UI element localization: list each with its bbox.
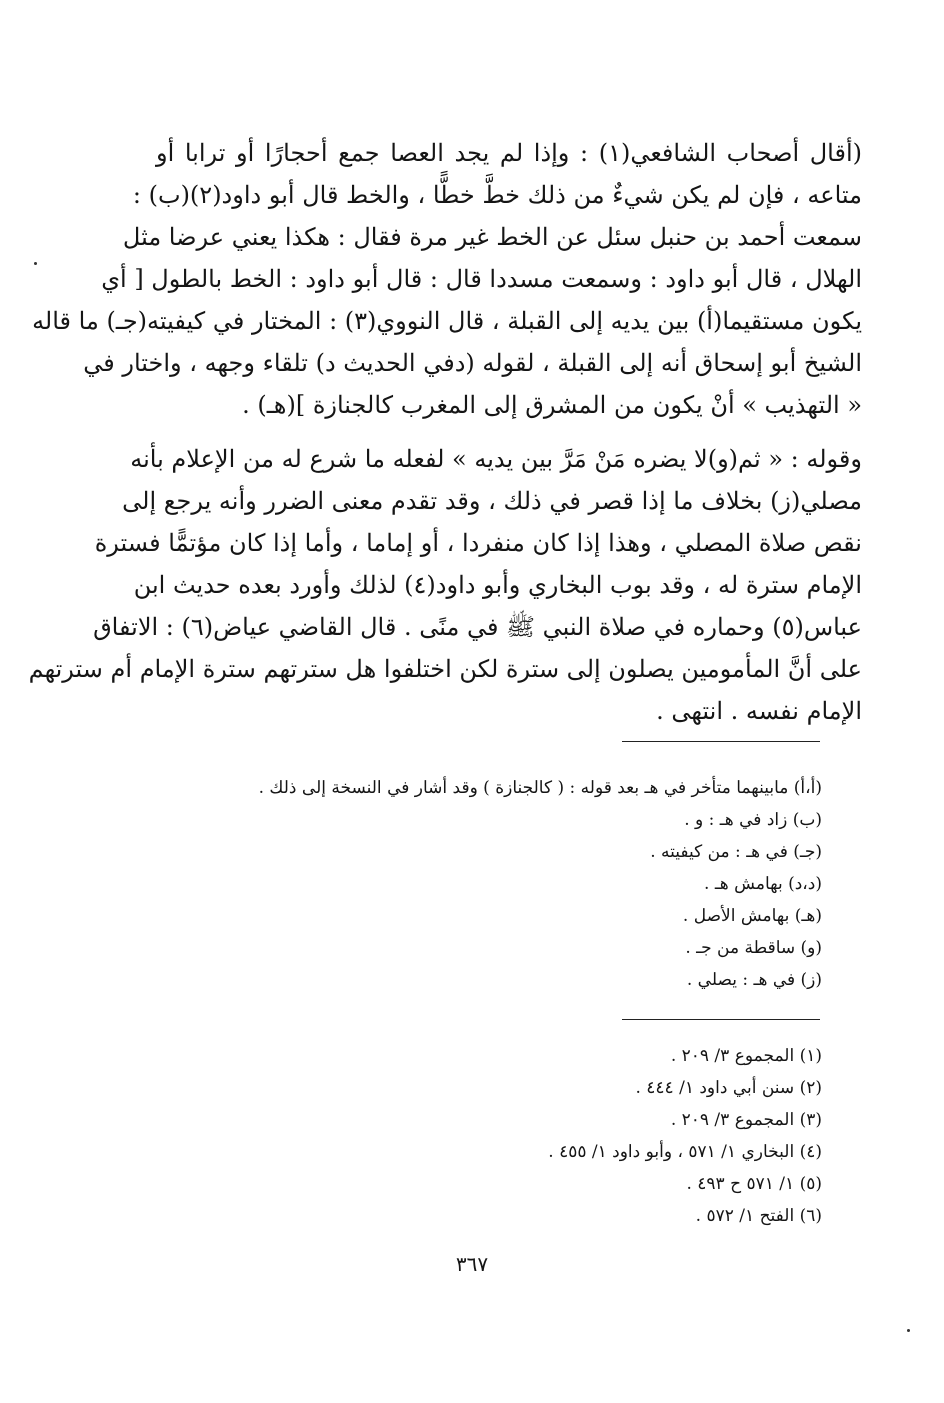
text-line: الشيخ أبو إسحاق أنه إلى القبلة ، لقوله (دفي الحديث د) تلقاء وجهه ، واختار في [83, 349, 862, 377]
variant-note: (ب) زاد في هـ : و . [684, 810, 822, 830]
text-line: (أقال أصحاب الشافعي(١) : وإذا لم يجد العصا جمع أحجارًا أو ترابا أو [156, 139, 862, 167]
reference-note: (٦) الفتح ١/ ٥٧٢ . [695, 1206, 822, 1226]
text-line: الإمام نفسه . انتهى . [656, 697, 862, 725]
scan-speck [34, 262, 37, 265]
variant-note: (و) ساقطة من جـ . [685, 938, 822, 958]
text-line: سمعت أحمد بن حنبل سئل عن الخط غير مرة فقال : هكذا يعني عرضا مثل [122, 223, 862, 251]
text-line: وقوله : « ثم(و)لا يضره مَنْ مَرَّ بين يديه » لفعله ما شرع له من الإعلام بأنه [130, 445, 862, 473]
paragraph-shafii-line [32, 132, 862, 426]
reference-notes [548, 1040, 822, 1232]
reference-note: (٥) ١/ ٥٧١ ح ٤٩٣ . [686, 1174, 822, 1194]
text-line: نقص صلاة المصلي ، وهذا إذا كان منفردا ، أو إماما ، وأما إذا كان مؤتمًّا فسترة [94, 529, 862, 557]
reference-note: (٤) البخاري ١/ ٥٧١ ، وأبو داود ١/ ٤٥٥ . [548, 1142, 822, 1162]
footnote-divider [622, 1019, 820, 1020]
variant-note: (ز) في هـ : يصلي . [686, 970, 822, 990]
reference-note: (٣) المجموع ٣/ ٢٠٩ . [670, 1110, 822, 1130]
text-line: يكون مستقيما(أ) بين يديه إلى القبلة ، قال النووي(٣) : المختار في كيفيته(جـ) ما قاله [32, 307, 862, 335]
variant-note: (جـ) في هـ : من كيفيته . [650, 842, 822, 862]
reference-note: (١) المجموع ٣/ ٢٠٩ . [670, 1046, 822, 1066]
variant-note: (هـ) بهامش الأصل . [682, 906, 822, 926]
text-line: على أنَّ المأمومين يصلون إلى سترة لكن اختلفوا هل سترتهم سترة الإمام أم سترتهم [28, 655, 862, 683]
scan-speck [907, 1329, 910, 1332]
main-text-block [28, 132, 862, 732]
text-line: مصلي(ز) بخلاف ما إذا قصر في ذلك ، وقد تقدم معنى الضرر وأنه يرجع إلى [122, 487, 862, 515]
text-line: « التهذيب » أنْ يكون من المشرق إلى المغرب كالجنازة ](هـ) . [242, 391, 862, 419]
footnote-divider [622, 741, 820, 742]
variant-note: (د،د) بهامش هـ . [704, 874, 822, 894]
variant-note: (أ،أ) مابينهما متأخر في هـ بعد قوله : ( كالجنازة ) وقد أشار في النسخة إلى ذلك . [258, 778, 822, 798]
page-number: ٣٦٧ [455, 1252, 489, 1276]
text-line: عباس(٥) وحماره في صلاة النبي ﷺ في منًى . قال القاضي عياض(٦) : الاتفاق [93, 613, 862, 641]
paragraph-sutrah [28, 438, 862, 732]
text-line: الإمام سترة له ، وقد بوب البخاري وأبو داود(٤) لذلك وأورد بعده حديث ابن [133, 571, 862, 599]
variant-notes [259, 772, 822, 996]
text-line: الهلال ، قال أبو داود : وسمعت مسددا قال : قال أبو داود : الخط بالطول [ أي [101, 265, 862, 293]
text-line: متاعه ، فإن لم يكن شيءٌ من ذلك خطَّ خطًّا ، والخط قال أبو داود(٢)(ب) : [132, 181, 862, 209]
reference-note: (٢) سنن أبي داود ١/ ٤٤٤ . [635, 1078, 822, 1098]
